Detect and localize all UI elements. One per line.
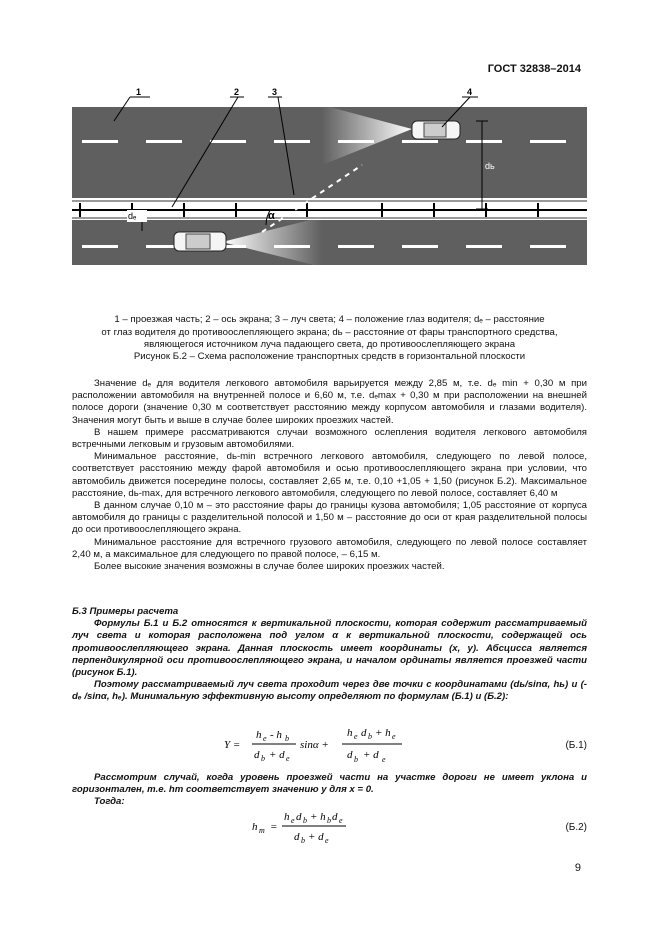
paragraph: В нашем примере рассматриваются случаи возможного ослепления водителя легкового автомобиля встречными легковым и грузовым автомобилями.	[72, 426, 587, 451]
document-header: ГОСТ 32838–2014	[487, 63, 581, 75]
svg-text:e: e	[339, 816, 343, 825]
callout-4: 4	[467, 87, 473, 97]
callout-2: 2	[234, 87, 240, 97]
svg-text:b: b	[261, 754, 265, 763]
svg-text:h: h	[347, 727, 353, 739]
svg-text:h: h	[256, 729, 262, 741]
svg-text:- h: - h	[270, 729, 282, 741]
svg-text:=: =	[270, 821, 278, 833]
equation-number: (Б.1)	[565, 740, 587, 751]
paragraph: Значение dₑ для водителя легкового автомобиля варьируется между 2,85 м, т.е. dₑ min + 0,30 м при расположении автомобиля на внутренней полосе и 6,60 м, т.е. dₑmax + 0,30 м при расположении на внешней полосе дороги (значение 0,30 м соответствует расстоянию между корпусом автомобиля и глазами водителя). Значения могут быть и выше в случае более широких проезжих частей.	[72, 378, 587, 426]
paragraph: В данном случае 0,10 м – это расстояние фары до границы кузова автомобиля; 1,05 расстояние от корпуса автомобиля до границы с разделительной полосой и 1,50 м – расстояние до оси от края разделительной полосы до оси противоослепляющего экрана.	[72, 500, 587, 536]
svg-text:e: e	[263, 734, 267, 743]
svg-text:+ d: + d	[308, 831, 324, 843]
equation-b1	[72, 722, 587, 768]
body-text	[72, 378, 587, 573]
svg-text:e: e	[392, 732, 396, 741]
svg-text:e: e	[291, 816, 295, 825]
figure-legend	[72, 314, 587, 352]
svg-text:+ d: + d	[363, 749, 379, 761]
road-diagram	[72, 85, 587, 305]
section-title: Б.3 Примеры расчета	[72, 606, 179, 617]
page-number: 9	[574, 862, 581, 874]
svg-text:e: e	[286, 754, 290, 763]
svg-text:b: b	[303, 816, 307, 825]
svg-text:+ h: + h	[375, 727, 391, 739]
svg-text:b: b	[301, 836, 305, 845]
svg-text:e: e	[354, 732, 358, 741]
driver-car	[174, 232, 226, 251]
svg-text:b: b	[354, 755, 358, 764]
svg-text:+ h: + h	[310, 811, 326, 823]
legend-line: являющегося источником луча падающего света, до противоослепляющего экрана	[143, 339, 516, 351]
figure-title: Рисунок Б.2 – Схема расположение транспортных средств в горизонтальной плоскости	[133, 351, 526, 362]
paragraph: Рассмотрим случай, когда уровень проезжей части на участке дороги не имеет уклона и горизонтален, т.е. hm соответствует значению y для x = 0.	[72, 772, 587, 796]
svg-text:d: d	[361, 727, 367, 739]
paragraph: Более высокие значения возможны в случае более широких проезжих частей.	[94, 561, 445, 573]
svg-text:Y =: Y =	[224, 739, 241, 751]
svg-text:b: b	[327, 816, 331, 825]
legend-line: от глаз водителя до противоослепляющего экрана; dь – расстояние от фары транспортного средства,	[101, 326, 558, 338]
svg-text:e: e	[325, 836, 329, 845]
equation-number: (Б.2)	[565, 822, 587, 833]
svg-text:h: h	[252, 821, 258, 833]
svg-text:b: b	[285, 734, 289, 743]
oncoming-car	[412, 121, 460, 139]
svg-text:e: e	[382, 755, 386, 764]
svg-text:d: d	[296, 811, 302, 823]
callout-1: 1	[136, 87, 142, 97]
svg-text:d: d	[254, 749, 260, 761]
legend-line: 1 – проезжая часть; 2 – ось экрана; 3 – луч света; 4 – положение глаз водителя; dₑ – расстояние	[114, 314, 545, 325]
text-before-b2	[72, 772, 587, 809]
paragraph: Поэтому рассматриваемый луч света проходит через две точки с координатами (dь/sinα, hь) и (-dₑ /sinα, hₑ). Минимальную эффективную высоту определяют по формулам (Б.1) и (Б.2):	[72, 679, 587, 703]
svg-text:d: d	[294, 831, 300, 843]
de-label: dₑ	[128, 211, 137, 221]
paragraph: Формулы Б.1 и Б.2 относятся к вертикальной плоскости, которая содержит рассматриваемый луч света и которая расположена под углом α к вертикальной плоскости, содержащей ось противоослепляющего экрана. Данная плоскость имеет координаты (x, y). Абсцисса является перпендикулярной оси противоослепляющего экрана, и началом ординаты является проезжей части (рисунок Б.1).	[72, 618, 587, 679]
svg-text:b: b	[368, 732, 372, 741]
callout-3: 3	[272, 87, 278, 97]
paragraph: Минимальное расстояние для встречного грузового автомобиля, следующего по левой полосе составляет 2,40 м, а максимальное для следующего по правой полосе, – 6,15 м.	[72, 536, 587, 560]
svg-text:sinα +: sinα +	[300, 739, 329, 751]
svg-text:+ d: + d	[269, 749, 285, 761]
svg-text:d: d	[347, 749, 353, 761]
alpha-label: α	[268, 210, 275, 222]
svg-text:h: h	[284, 811, 290, 823]
paragraph: Минимальное расстояние, dь-min встречного легкового автомобиля, следующего по левой полосе, соответствует расстоянию между фарой автомобиля и осью противоослепляющего экрана при условии, что автомобиль движется посередине полосы, составляет 2,65 м, т.е. 0,10 +1,05 + 1,50 (рисунок Б.2). Максимальное расстояние, dь-max, для встречного легкового автомобиля, следующего по левой полосе, составляет 6,40 м	[72, 451, 587, 499]
svg-text:d: d	[332, 811, 338, 823]
svg-text:m: m	[259, 826, 265, 835]
section-b3	[72, 606, 587, 704]
db-label: dь	[485, 161, 495, 171]
paragraph: Тогда:	[94, 796, 125, 808]
equation-b2	[72, 808, 587, 850]
